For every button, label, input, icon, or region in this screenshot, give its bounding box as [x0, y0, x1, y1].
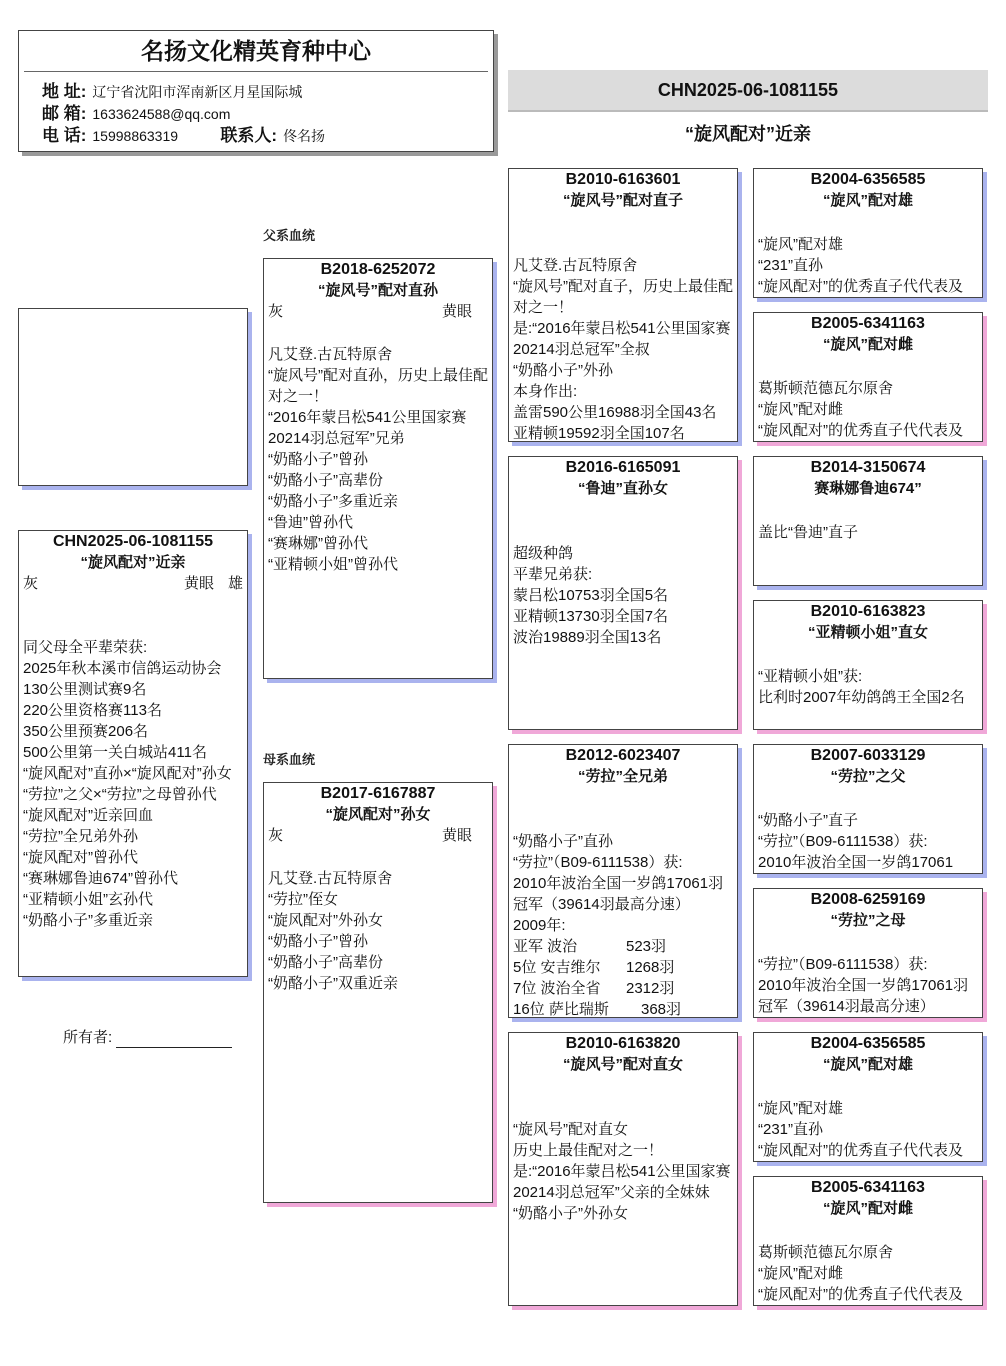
gen3-card-2 — [753, 312, 983, 442]
result-count: 368羽 — [641, 1001, 682, 1018]
gen2-line: “旋风号”配对直女 — [513, 1121, 628, 1138]
subject-line: “劳拉”全兄弟外孙 — [23, 828, 138, 845]
gen3-line: 2010年波治全国一岁鸽17061羽冠军（39614羽最高分速） — [758, 977, 969, 1015]
owner-field — [63, 1028, 232, 1048]
maternal-label: 母系血统 — [263, 752, 316, 767]
gen2-line: 平辈兄弟获: — [513, 566, 593, 583]
dam-line: “奶酪小子”曾孙 — [268, 933, 368, 950]
dam-eye: 黄眼 — [441, 827, 472, 844]
gen3-ring: B2007-6033129 — [810, 747, 926, 764]
gen2-line: 历史上最佳配对之一！ — [513, 1142, 664, 1159]
gen3-line: “旋风”配对雌 — [758, 401, 843, 418]
phone-row — [19, 125, 493, 147]
sire-line: 凡艾登.古瓦特原舍 — [268, 346, 393, 363]
sire-line: “奶酪小子”曾孙 — [268, 451, 368, 468]
gen3-description — [754, 234, 982, 297]
subject-sex: 雄 — [227, 575, 243, 592]
gen2-line: “劳拉”（B09-6111538）获: — [513, 854, 683, 871]
gen3-ring: B2010-6163823 — [810, 603, 926, 620]
subject-line: “旋风配对”曾孙代 — [23, 849, 138, 866]
gen3-line: “劳拉”（B09-6111538）获: — [758, 833, 928, 850]
gen2-line: 蒙吕松10753羽全国5名 — [513, 587, 669, 604]
gen2-line: “旋风号”配对直子，历史上最佳配对之一！ — [513, 278, 733, 316]
gen3-card-7 — [753, 1032, 983, 1162]
gen3-ring: B2008-6259169 — [810, 891, 926, 908]
gen3-name: “亚精顿小姐”直女 — [807, 624, 928, 641]
paternal-grandsire-card — [508, 168, 738, 442]
dam-line: “奶酪小子”高辈份 — [268, 954, 383, 971]
gen3-line: “231”直孙 — [758, 257, 824, 274]
dam-line: 凡艾登.古瓦特原舍 — [268, 870, 393, 887]
gen3-line: 比利时2007年幼鸽鸽王全国2名 — [758, 689, 965, 706]
sire-color: 灰 — [268, 303, 284, 320]
gen3-line: “231”直孙 — [758, 1121, 824, 1138]
subject-line: 350公里预赛206名 — [23, 723, 149, 740]
phone-label: 电 话: — [42, 126, 87, 145]
subject-line: 同父母全平辈荣获: — [23, 639, 148, 656]
result-row — [513, 957, 733, 978]
email-label: 邮 箱: — [42, 104, 87, 123]
contact-label: 联系人: — [220, 126, 278, 145]
gen3-card-8 — [753, 1176, 983, 1306]
subject-color: 灰 — [23, 575, 39, 592]
sire-line: “鲁迪”曾孙代 — [268, 514, 353, 531]
dam-name: “旋风配对”孙女 — [325, 806, 431, 823]
result-rank: 5位 安吉维尔 — [513, 959, 601, 976]
gen2-ring: B2010-6163601 — [565, 171, 681, 188]
gen2-description — [509, 1119, 737, 1224]
dam-color: 灰 — [268, 827, 284, 844]
gen2-name: “鲁迪”直孙女 — [577, 480, 668, 497]
gen2-line: “奶酪小子”外孙女 — [513, 1205, 628, 1222]
gen3-name: “旋风”配对雄 — [822, 192, 913, 209]
gen3-card-5 — [753, 744, 983, 874]
result-rank: 亚军 波治 — [513, 938, 578, 955]
gen3-line: “劳拉”（B09-6111538）获: — [758, 956, 928, 973]
subject-traits — [19, 573, 247, 594]
gen3-line: “旋风”配对雌 — [758, 1265, 843, 1282]
gen2-description — [509, 543, 737, 648]
result-count: 523羽 — [626, 938, 667, 955]
sire-line: “奶酪小子”高辈份 — [268, 472, 383, 489]
gen2-line: 凡艾登.古瓦特原舍 — [513, 257, 638, 274]
gen3-name: “旋风”配对雌 — [822, 336, 913, 353]
gen3-line: “旋风配对”的优秀直子代代表及 — [758, 1142, 963, 1159]
subject-card — [18, 530, 248, 977]
gen2-line: 本身作出: — [513, 383, 578, 400]
gen3-description — [754, 1098, 982, 1161]
dam-traits — [264, 825, 492, 846]
gen2-description — [509, 255, 737, 442]
sire-line: “旋风号”配对直孙，历史上最佳配对之一！ — [268, 367, 488, 405]
gen2-line: 2009年: — [513, 917, 566, 934]
dam-description — [264, 868, 492, 994]
sire-line: “赛琳娜”曾孙代 — [268, 535, 368, 552]
sire-eye: 黄眼 — [441, 303, 472, 320]
maternal-grandsire-card — [508, 744, 738, 1018]
owner-line — [116, 1031, 232, 1048]
gen2-line: 亚精顿13730羽全国7名 — [513, 608, 669, 625]
gen3-line: 葛斯顿范德瓦尔原舍 — [758, 380, 894, 397]
sire-traits — [264, 301, 492, 322]
dam-line: “奶酪小子”双重近亲 — [268, 975, 398, 992]
gen3-description — [754, 378, 982, 441]
gen3-ring: B2005-6341163 — [811, 315, 925, 332]
subject-name: “旋风配对”近亲 — [80, 554, 186, 571]
subject-line: “奶酪小子”多重近亲 — [23, 912, 153, 929]
gen3-line: “旋风”配对雄 — [758, 236, 843, 253]
top-ring-number: CHN2025-06-1081155 — [657, 80, 839, 100]
top-subtitle: “旋风配对”近亲 — [685, 124, 811, 144]
subject-line: “亚精顿小姐”玄孙代 — [23, 891, 153, 908]
sire-description — [264, 344, 492, 575]
subject-line: 2025年秋本溪市信鸽运动协会130公里测试赛9名 — [23, 660, 222, 698]
gen3-line: “旋风配对”的优秀直子代代表及 — [758, 422, 963, 439]
gen2-line: 亚精顿19592羽全国107名 — [513, 425, 685, 442]
sire-ring: B2018-6252072 — [320, 261, 436, 278]
gen2-line: 2010年波治全国一岁鸽17061羽冠军（39614羽最高分速） — [513, 875, 724, 913]
gen3-name: 赛琳娜鲁迪674” — [814, 480, 922, 497]
gen3-line: “亚精顿小姐”获: — [758, 668, 863, 685]
result-rank: 16位 萨比瑞斯 — [513, 1001, 609, 1018]
gen3-line: “旋风”配对雄 — [758, 1100, 843, 1117]
sire-line: “2016年蒙吕松541公里国家赛20214羽总冠军”兄弟 — [268, 409, 467, 447]
result-row — [513, 999, 733, 1018]
gen2-line: 是:“2016年蒙吕松541公里国家赛20214羽总冠军”全叔 — [513, 320, 731, 358]
gen2-name: “旋风号”配对直子 — [562, 192, 683, 209]
sire-line: “亚精顿小姐”曾孙代 — [268, 556, 398, 573]
gen2-line: 超级种鸽 — [513, 545, 574, 562]
gen3-ring: B2014-3150674 — [810, 459, 926, 476]
phone-value: 15998863319 — [92, 128, 179, 144]
subject-ring: CHN2025-06-1081155 — [52, 533, 214, 550]
gen3-line: “旋风配对”的优秀直子代代表及 — [758, 278, 963, 295]
gen2-line: 波治19889羽全国13名 — [513, 629, 662, 646]
gen3-description — [754, 810, 982, 873]
sire-line: “奶酪小子”多重近亲 — [268, 493, 398, 510]
gen2-line: 是:“2016年蒙吕松541公里国家赛20214羽总冠军”父亲的全妹妹 — [513, 1163, 731, 1201]
result-rank: 7位 波治全省 — [513, 980, 601, 997]
subject-eye: 黄眼 — [183, 575, 214, 592]
maternal-granddam-card — [508, 1032, 738, 1306]
gen3-line: 2010年波治全国一岁鸽17061 — [758, 854, 954, 871]
gen3-card-6 — [753, 888, 983, 1018]
subject-line: “劳拉”之父×“劳拉”之母曾孙代 — [23, 786, 217, 803]
address-value: 辽宁省沈阳市浑南新区月星国际城 — [92, 84, 303, 100]
gen2-line: 盖雷590公里16988羽全国43名 — [513, 404, 717, 421]
gen3-card-3 — [753, 456, 983, 586]
gen3-name: “旋风”配对雄 — [822, 1056, 913, 1073]
paternal-label: 父系血统 — [263, 228, 316, 243]
gen3-ring: B2004-6356585 — [810, 1035, 926, 1052]
gen2-ring: B2012-6023407 — [565, 747, 681, 764]
gen3-line: 葛斯顿范德瓦尔原舍 — [758, 1244, 894, 1261]
gen3-ring: B2005-6341163 — [811, 1179, 925, 1196]
gen3-card-4 — [753, 600, 983, 730]
gen3-card-1 — [753, 168, 983, 298]
gen3-ring: B2004-6356585 — [810, 171, 926, 188]
gen3-description — [754, 1242, 982, 1305]
dam-line: “旋风配对”外孙女 — [268, 912, 383, 929]
sire-card — [263, 258, 493, 679]
paternal-granddam-card — [508, 456, 738, 730]
address-label: 地 址: — [42, 82, 87, 101]
gen2-name: “劳拉”全兄弟 — [577, 768, 668, 785]
subject-description — [19, 637, 247, 931]
breeder-title: 名扬文化精英育种中心 — [24, 31, 488, 72]
gen2-ring: B2016-6165091 — [565, 459, 681, 476]
breeder-header — [18, 30, 494, 152]
top-ring-band — [508, 70, 988, 112]
gen2-line: “奶酪小子”直孙 — [513, 833, 613, 850]
result-row — [513, 936, 733, 957]
gen3-line: 盖比“鲁迪”直子 — [758, 524, 858, 541]
gen3-name: “劳拉”之父 — [830, 768, 906, 785]
result-count: 2312羽 — [626, 980, 675, 997]
dam-ring: B2017-6167887 — [320, 785, 436, 802]
address-row — [19, 81, 493, 103]
contact-value: 佟名扬 — [283, 128, 326, 144]
gen2-description — [509, 831, 737, 1018]
pigeon-photo — [18, 308, 248, 486]
sire-name: “旋风号”配对直孙 — [317, 282, 438, 299]
gen2-line: “奶酪小子”外孙 — [513, 362, 613, 379]
subject-line: “赛琳娜鲁迪674”曾孙代 — [23, 870, 179, 887]
gen3-name: “旋风”配对雌 — [822, 1200, 913, 1217]
subject-line: 500公里第一关白城站411名 — [23, 744, 207, 761]
result-row — [513, 978, 733, 999]
gen3-line: “旋风配对”的优秀直子代代表及 — [758, 1286, 963, 1303]
gen3-description — [754, 522, 982, 543]
result-count: 1268羽 — [626, 959, 675, 976]
dam-card — [263, 782, 493, 1203]
email-row — [19, 103, 493, 125]
subject-line: 220公里资格赛113名 — [23, 702, 162, 719]
subject-line: “旋风配对”直孙×“旋风配对”孙女 — [23, 765, 232, 782]
email-value: 1633624588@qq.com — [92, 106, 231, 122]
gen3-description — [754, 666, 982, 708]
gen2-ring: B2010-6163820 — [565, 1035, 681, 1052]
gen2-name: “旋风号”配对直女 — [562, 1056, 683, 1073]
gen3-name: “劳拉”之母 — [830, 912, 906, 929]
subject-line: “旋风配对”近亲回血 — [23, 807, 153, 824]
dam-line: “劳拉”侄女 — [268, 891, 338, 908]
gen3-description — [754, 954, 982, 1017]
owner-label: 所有者: — [63, 1029, 113, 1046]
gen3-line: “奶酪小子”直子 — [758, 812, 858, 829]
